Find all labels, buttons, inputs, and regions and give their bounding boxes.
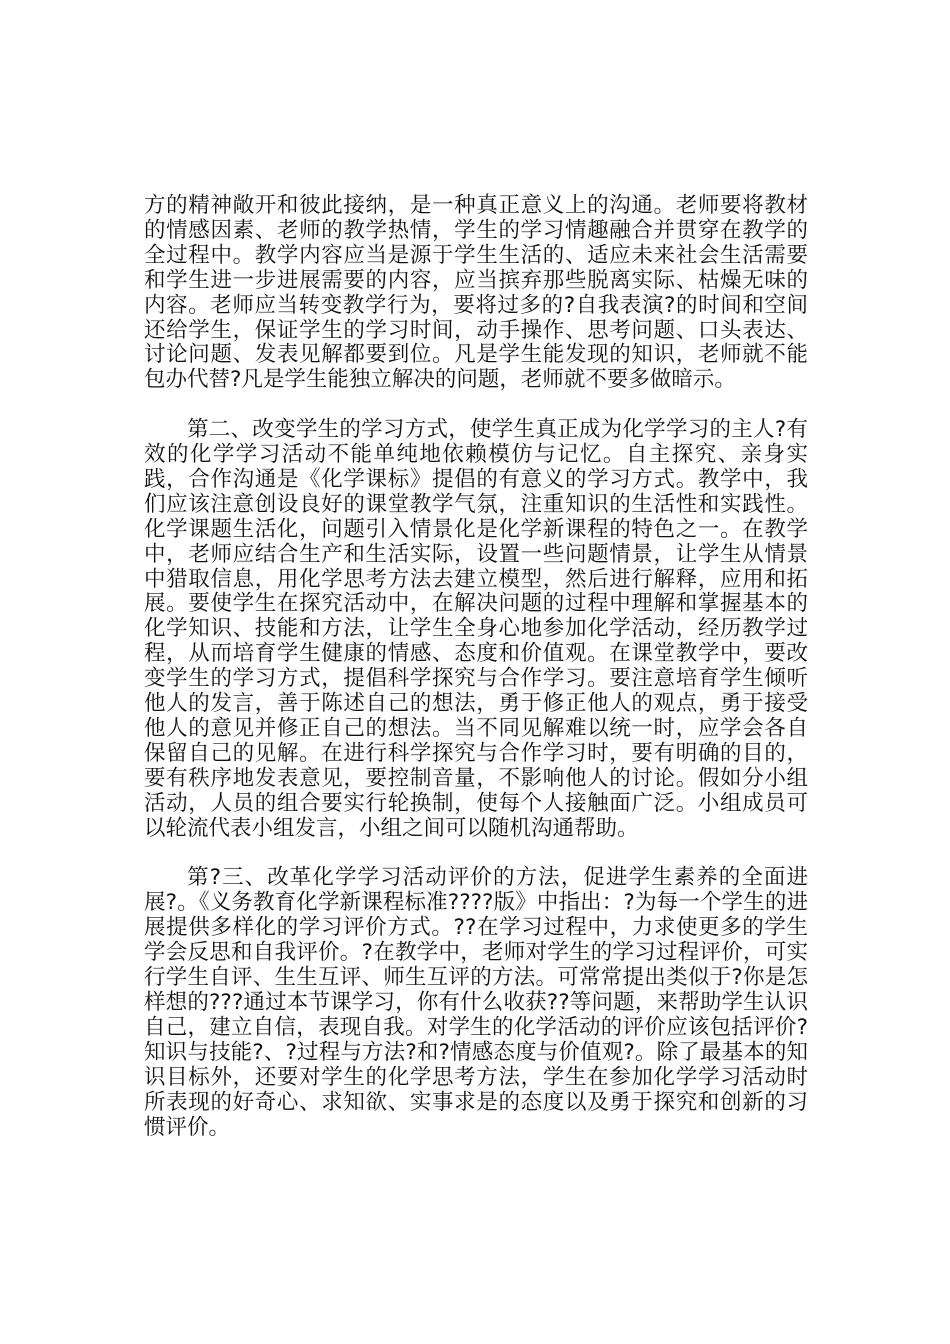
document-body	[144, 194, 808, 1140]
paragraph-evaluation-methods: 第?三、改革化学学习活动评价的方法，促进学生素养的全面进展?。《义务教育化学新课程标准????版》中指出：?为每一个学生的进展提供多样化的学习评价方式。??在学习过程中，力求使更多的学生学会反思和自我评价。?在教学中，老师对学生的学习过程评价，可实行学生自评、生生互评、师生互评的方法。可常常提出类似于?你是怎样想的???通过本节课学习，你有什么收获??等问题，来帮助学生认识自己，建立自信，表现自我。对学生的化学活动的评价应该包括评价?知识与技能?、?过程与方法?和?情感态度与价值观?。除了最基本的知识目标外，还要对学生的化学思考方法，学生在参加化学学习活动时所表现的好奇心、求知欲、实事求是的态度以及勇于探究和创新的习惯评价。	[144, 865, 808, 1140]
paragraph-learning-methods: 第二、改变学生的学习方式，使学生真正成为化学学习的主人?有效的化学学习活动不能单纯地依赖模仿与记忆。自主探究、亲身实践，合作沟通是《化学课标》提倡的有意义的学习方式。教学中，我们应该注意创设良好的课堂教学气氛，注重知识的生活性和实践性。化学课题生活化，问题引入情景化是化学新课程的特色之一。在教学中，老师应结合生产和生活实际，设置一些问题情景，让学生从情景中猎取信息，用化学思考方法去建立模型，然后进行解释，应用和拓展。要使学生在探究活动中，在解决问题的过程中理解和掌握基本的化学知识、技能和方法，让学生全身心地参加化学活动，经历教学过程，从而培育学生健康的情感、态度和价值观。在课堂教学中，要改变学生的学习方式，提倡科学探究与合作学习。要注意培育学生倾听他人的发言，善于陈述自己的想法，勇于修正他人的观点，勇于接受他人的意见并修正自己的想法。当不同见解难以统一时，应学会各自保留自己的见解。在进行科学探究与合作学习时，要有明确的目的，要有秩序地发表意见，要控制音量，不影响他人的讨论。假如分小组活动，人员的组合要实行轮换制，使每个人接触面广泛。小组成员可以轮流代表小组发言，小组之间可以随机沟通帮助。	[144, 417, 808, 841]
paragraph-communication-continuation: 方的精神敞开和彼此接纳，是一种真正意义上的沟通。老师要将教材的情感因素、老师的教学热情，学生的学习情趣融合并贯穿在教学的全过程中。教学内容应当是源于学生生活的、适应未来社会生活需要和学生进一步进展需要的内容，应当摈弃那些脱离实际、枯燥无味的内容。老师应当转变教学行为，要将过多的?自我表演?的时间和空间还给学生，保证学生的学习时间，动手操作、思考问题、口头表达、讨论问题、发表见解都要到位。凡是学生能发现的知识，老师就不能包办代替?凡是学生能独立解决的问题，老师就不要多做暗示。	[144, 193, 808, 393]
